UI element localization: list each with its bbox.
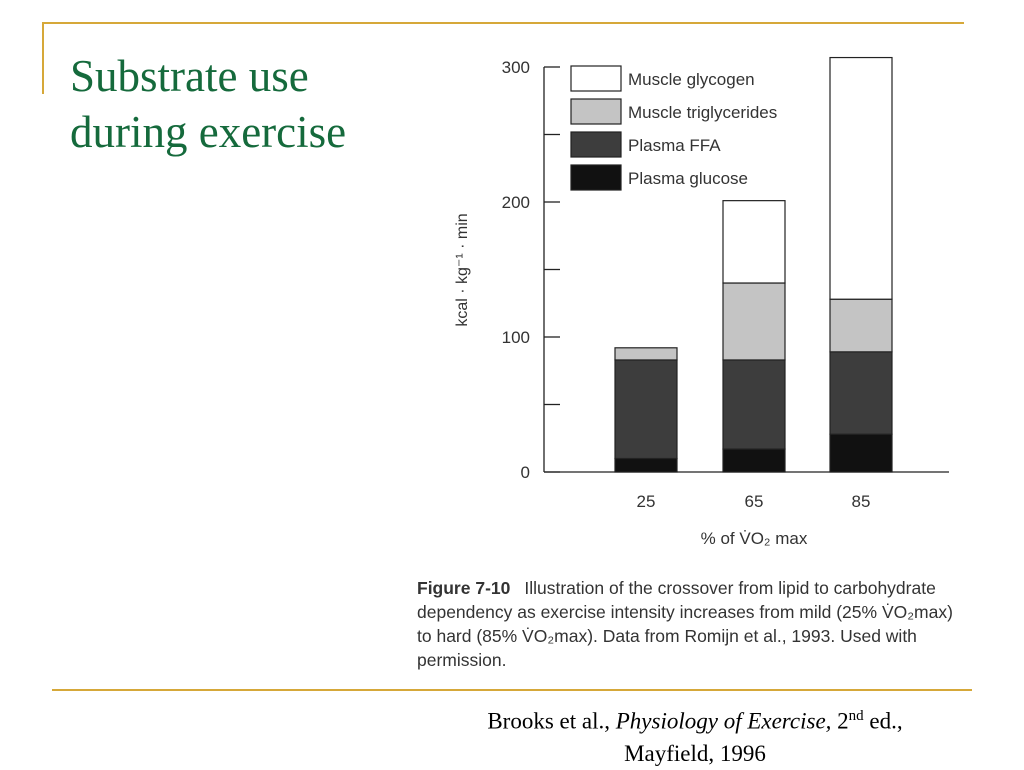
bar-segment-plasma-ffa bbox=[723, 360, 785, 449]
x-axis-label: % of V̇O₂ max bbox=[700, 529, 808, 548]
caption-label: Figure 7-10 bbox=[417, 578, 511, 598]
slide-title: Substrate use during exercise bbox=[70, 51, 347, 157]
citation-authors: Brooks et al., bbox=[487, 708, 610, 734]
x-tick-label: 65 bbox=[744, 492, 764, 511]
bar-segment-plasma-ffa bbox=[615, 360, 677, 459]
legend-label: Muscle glycogen bbox=[628, 70, 755, 89]
bar-segment-muscle-glycogen bbox=[723, 201, 785, 283]
legend-label: Plasma glucose bbox=[628, 169, 749, 188]
citation-edition-tail: ed., bbox=[869, 708, 903, 734]
bar-chart bbox=[409, 40, 969, 570]
legend-swatch bbox=[571, 99, 621, 124]
y-tick-label: 300 bbox=[501, 58, 530, 77]
citation bbox=[430, 700, 960, 770]
bar-segment-plasma-glucose bbox=[723, 449, 785, 472]
left-rule bbox=[42, 22, 44, 94]
y-tick-label: 100 bbox=[501, 328, 530, 347]
bottom-rule bbox=[52, 689, 972, 691]
bar-segment-muscle-glycogen bbox=[830, 58, 892, 300]
citation-book: Physiology of Exercise, bbox=[615, 708, 832, 734]
x-tick-label: 85 bbox=[851, 492, 871, 511]
top-rule bbox=[42, 22, 964, 24]
bar-segment-plasma-ffa bbox=[830, 352, 892, 434]
y-tick-label: 0 bbox=[520, 463, 530, 482]
y-tick-label: 200 bbox=[501, 193, 530, 212]
bar-segment-plasma-glucose bbox=[615, 459, 677, 473]
bar-segment-muscle-triglycerides bbox=[723, 283, 785, 360]
legend-swatch bbox=[571, 165, 621, 190]
citation-edition-num: 2 bbox=[837, 708, 849, 734]
x-tick-label: 25 bbox=[636, 492, 656, 511]
citation-edition-sup: nd bbox=[848, 708, 864, 724]
figure-caption bbox=[417, 576, 957, 672]
citation-publisher: Mayfield, 1996 bbox=[624, 740, 766, 766]
caption-text: Illustration of the crossover from lipid to carbohydrate dependency as exercise intensity increases from mild (25% V̇O₂max) to hard (85% V̇O₂max). Data from Romijn et al., 1993. Used with permission. bbox=[417, 578, 953, 670]
bar-segment-muscle-triglycerides bbox=[615, 348, 677, 360]
y-axis-label: kcal · kg⁻¹ · min bbox=[454, 213, 471, 327]
bar-segment-muscle-triglycerides bbox=[830, 299, 892, 352]
legend-label: Plasma FFA bbox=[628, 136, 721, 155]
bar-segment-plasma-glucose bbox=[830, 434, 892, 472]
legend-swatch bbox=[571, 132, 621, 157]
legend-swatch bbox=[571, 66, 621, 91]
legend-label: Muscle triglycerides bbox=[628, 103, 778, 122]
